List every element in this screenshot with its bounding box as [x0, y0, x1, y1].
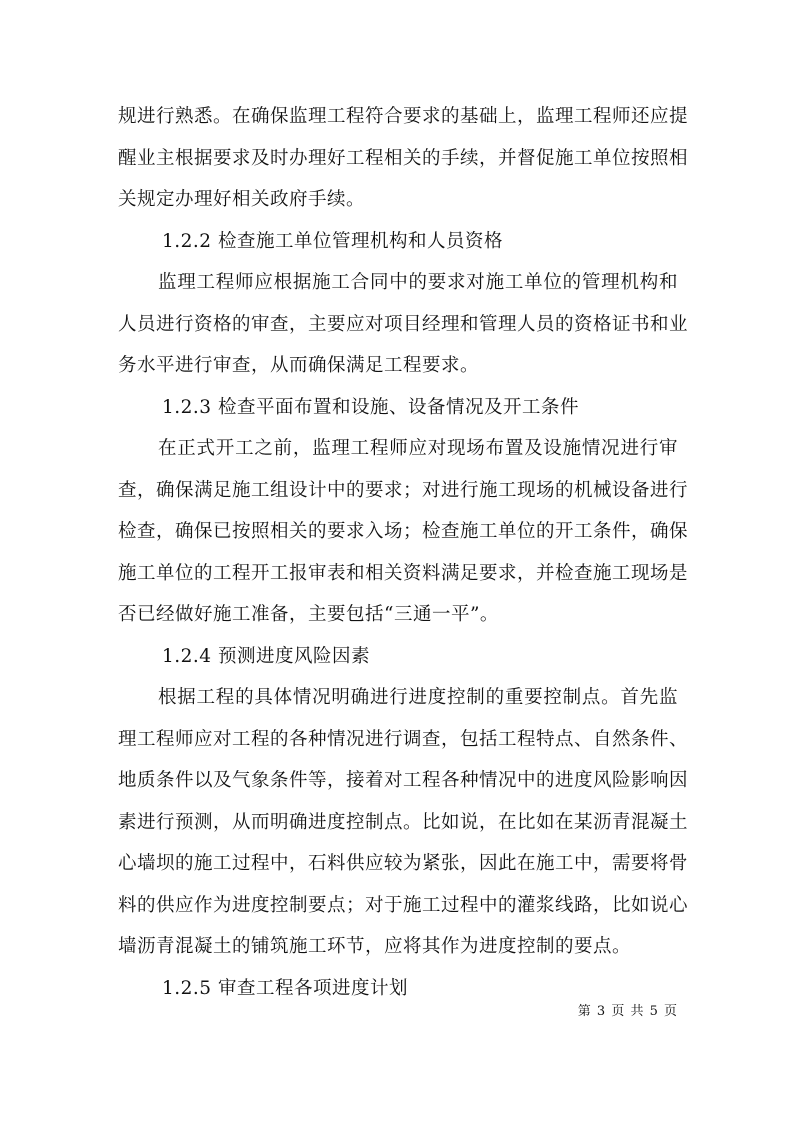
paragraph-line: 规进行熟悉。在确保监理工程符合要求的基础上，监理工程师还应提 [118, 106, 689, 127]
section-heading-1-2-3: 1.2.3 检查平面布置和设施、设备情况及开工条件 [162, 396, 579, 418]
paragraph-line: 素进行预测，从而明确进度控制点。比如说，在比如在某沥青混凝土 [118, 811, 689, 833]
paragraph-line: 人员进行资格的审查，主要应对项目经理和管理人员的资格证书和业 [118, 313, 689, 335]
paragraph-line: 施工单位的工程开工报审表和相关资料满足要求，并检查施工现场是 [118, 562, 689, 584]
paragraph-line: 在正式开工之前，监理工程师应对现场布置及设施情况进行审 [158, 438, 678, 459]
paragraph-line: 监理工程师应根据施工合同中的要求对施工单位的管理机构和 [158, 272, 678, 293]
paragraph-line: 关规定办理好相关政府手续。 [118, 189, 366, 210]
section-heading-1-2-2: 1.2.2 检查施工单位管理机构和人员资格 [162, 230, 503, 252]
paragraph-line: 理工程师应对工程的各种情况进行调查，包括工程特点、自然条件、 [118, 728, 689, 750]
paragraph-line: 检查，确保已按照相关的要求入场；检查施工单位的开工条件，确保 [118, 521, 689, 542]
paragraph-line: 地质条件以及气象条件等，接着对工程各种情况中的进度风险影响因 [118, 770, 689, 791]
paragraph-line: 料的供应作为进度控制要点；对于施工过程中的灌浆线路，比如说心 [118, 894, 689, 916]
paragraph-line: 心墙坝的施工过程中，石料供应较为紧张，因此在施工中，需要将骨 [118, 853, 689, 874]
paragraph-line: 墙沥青混凝土的铺筑施工环节，应将其作为进度控制的要点。 [118, 936, 632, 957]
paragraph-line: 否已经做好施工准备，主要包括“三通一平”。 [118, 604, 499, 625]
section-heading-1-2-4: 1.2.4 预测进度风险因素 [162, 645, 370, 667]
paragraph-line: 醒业主根据要求及时办理好工程相关的手续，并督促施工单位按照相 [118, 147, 689, 169]
paragraph-line: 根据工程的具体情况明确进行进度控制的重要控制点。首先监 [158, 687, 678, 708]
section-heading-1-2-5: 1.2.5 审查工程各项进度计划 [162, 977, 408, 999]
paragraph-line: 务水平进行审查，从而确保满足工程要求。 [118, 355, 480, 376]
paragraph-line: 查，确保满足施工组设计中的要求；对进行施工现场的机械设备进行 [118, 479, 689, 501]
document-body [118, 96, 689, 1009]
page-number-footer: 第 3 页 共 5 页 [577, 1004, 678, 1019]
